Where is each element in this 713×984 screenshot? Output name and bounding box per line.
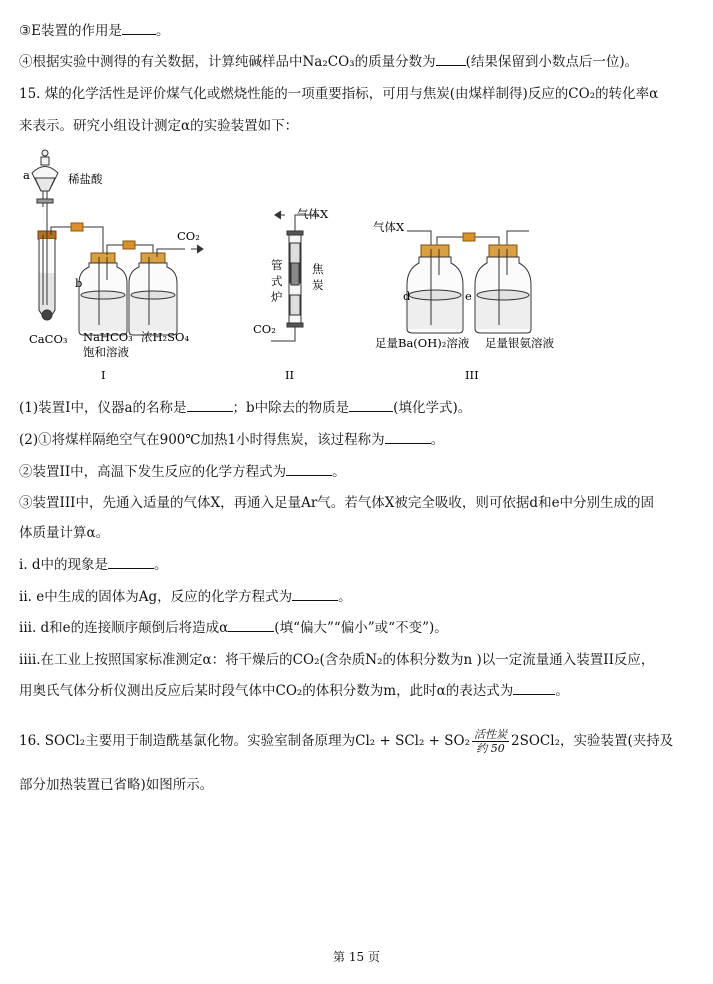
label-b: b: [75, 276, 83, 290]
label-tube-3: 炉: [271, 290, 283, 304]
label-d: d: [403, 289, 411, 303]
line-e-device: ③E装置的作用是 。: [19, 23, 170, 39]
answer-blank[interactable]: [513, 682, 555, 695]
part-i: i. d中的现象是 。: [19, 557, 168, 573]
part-2-2: ②装置II中，高温下发生反应的化学方程式为 。: [19, 464, 346, 480]
label-co2-in: CO₂: [253, 322, 276, 336]
reaction-condition: $\frac{\text{活性炭}}{\text{约 50}}$: [474, 728, 508, 755]
part-iiii-line1: iiii.在工业上按照国家标准测定α：将干燥后的CO₂(含杂质N₂的体积分数为n )以一定流量通入装置II反应，: [19, 652, 655, 668]
label-ba-oh-2: 足量Ba(OH)₂溶液: [375, 336, 470, 350]
apparatus-figure: [19, 145, 579, 385]
label-co2-out: CO₂: [177, 229, 200, 243]
label-coke-1: 焦: [312, 262, 324, 276]
label-e: e: [465, 289, 472, 303]
page-footer: 第 15 页: [333, 950, 380, 964]
label-dilute-hcl: 稀盐酸: [68, 172, 103, 186]
question-16-line1: 16. SOCl₂主要用于制造酰基氯化物。实验室制备原理为Cl₂ + SCl₂ + SO₂ $\frac{\text{活性炭}}{\text{约 50}}$ 2SOCl₂，实验装置(夹持及: [19, 728, 674, 755]
label-nahco3: NaHCO₃: [83, 330, 133, 344]
part-ii: ii. e中生成的固体为Ag，反应的化学方程式为 。: [19, 589, 352, 605]
question-15-line1: 15. 煤的化学活性是评价煤气化或燃烧性能的一项重要指标，可用与焦炭(由煤样制得)反应的CO₂的转化率α: [19, 86, 659, 102]
answer-blank[interactable]: [385, 431, 431, 444]
label-tube-1: 管: [271, 258, 283, 272]
question-16-line2: 部分加热装置已省略)如图所示。: [19, 777, 214, 793]
part-2: (2)①将煤样隔绝空气在900℃加热1小时得焦炭，该过程称为 。: [19, 432, 445, 448]
label-saturated: 饱和溶液: [83, 345, 129, 359]
part-iii: iii. d和e的连接顺序颠倒后将造成α (填“偏大”“偏小”或“不变”)。: [19, 620, 448, 636]
answer-blank[interactable]: [108, 556, 154, 569]
label-gas-x-in: 气体X: [373, 220, 405, 234]
label-tube-2: 式: [271, 274, 283, 288]
answer-blank[interactable]: [187, 399, 233, 412]
answer-blank[interactable]: [349, 399, 393, 412]
label-gas-x-out: 气体X: [297, 207, 329, 221]
answer-blank[interactable]: [286, 463, 332, 476]
question-15-line2: 来表示。研究小组设计测定α的实验装置如下：: [19, 118, 299, 134]
part-1: (1)装置I中，仪器a的名称是 ；b中除去的物质是 (填化学式)。: [19, 400, 472, 416]
line-mass-fraction: ④根据实验中测得的有关数据，计算纯碱样品中Na₂CO₃的质量分数为 (结果保留到小数点后一位)。: [19, 54, 639, 70]
part-iiii-line2: 用奥氏气体分析仪测出反应后某时段气体中CO₂的体积分数为m，此时α的表达式为 。: [19, 683, 569, 699]
label-coke-2: 炭: [312, 278, 324, 292]
part-2-3-line1: ③装置III中，先通入适量的气体X，再通入足量Ar气。若气体X被完全吸收，则可依据d和e中分别生成的固: [19, 495, 655, 511]
answer-blank[interactable]: [292, 588, 338, 601]
answer-blank[interactable]: [228, 619, 274, 632]
answer-blank[interactable]: [122, 22, 156, 35]
label-caco3: CaCO₃: [29, 332, 68, 346]
part-2-3-line2: 体质量计算α。: [19, 525, 110, 541]
label-apparatus-ii: II: [285, 368, 295, 382]
label-a: a: [23, 168, 30, 182]
label-silver-ammonia: 足量银氨溶液: [485, 336, 554, 350]
label-apparatus-iii: III: [465, 368, 479, 382]
label-conc-h2so4: 浓H₂SO₄: [141, 330, 190, 344]
answer-blank[interactable]: [436, 53, 466, 66]
apparatus-iii: [407, 231, 531, 333]
label-apparatus-i: I: [101, 368, 106, 382]
